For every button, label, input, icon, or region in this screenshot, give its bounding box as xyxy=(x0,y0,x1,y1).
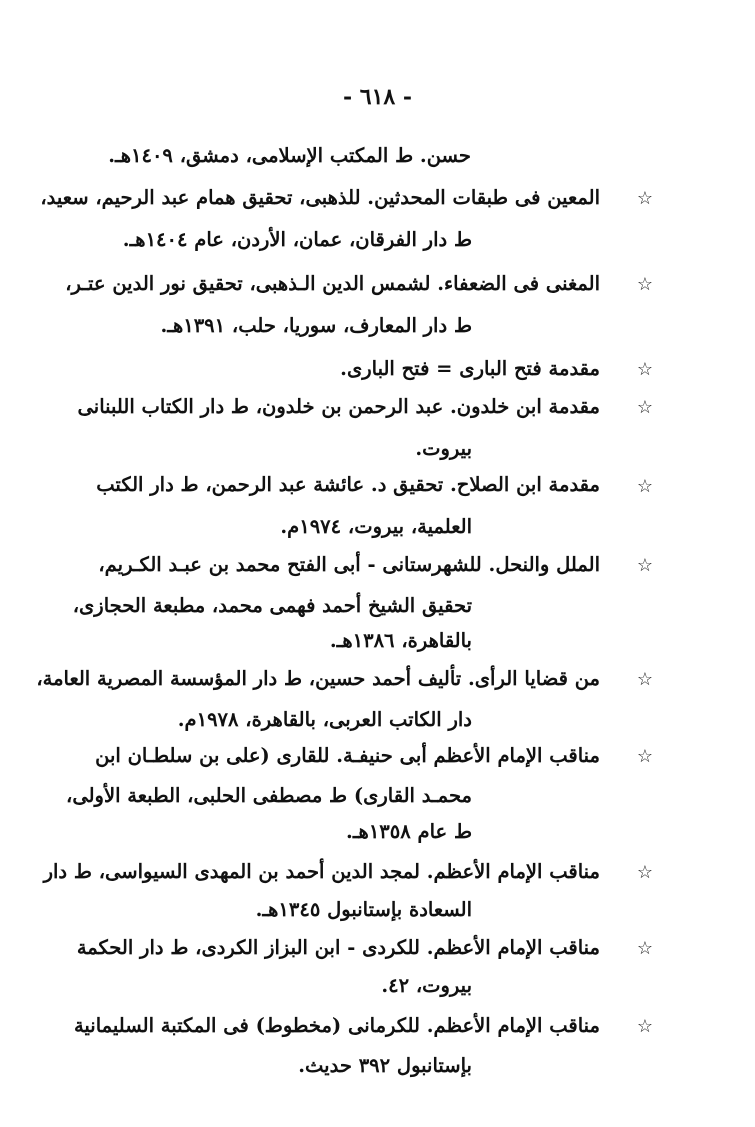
star-outline-icon: ☆ xyxy=(636,862,653,883)
star-outline-icon: ☆ xyxy=(636,476,653,497)
star-outline-icon: ☆ xyxy=(636,274,653,295)
entry-line: بيروت. xyxy=(415,437,472,460)
continuation-line: حسن. ط المكتب الإسلامى، دمشق، ١٤٠٩هـ. xyxy=(108,144,471,167)
entry-line: مناقب الإمام الأعظم. للكرمانى (مخطوط) فى المكتبة السليمانية xyxy=(73,1014,600,1037)
entry-line: محمـد القارى) ط مصطفى الحلبى، الطبعة الأولى، xyxy=(66,784,472,807)
entry-line: مقدمة ابن خلدون. عبد الرحمن بن خلدون، ط دار الكتاب اللبنانى xyxy=(77,395,600,418)
entry-line: الملل والنحل. للشهرستانى - أبى الفتح محمد بن عبـد الكـريم، xyxy=(98,553,600,576)
entry-line: بيروت، ٤٢. xyxy=(381,974,472,997)
entry-line: مناقب الإمام الأعظم. لمجد الدين أحمد بن المهدى السيواسى، ط دار xyxy=(43,860,600,883)
entry-line: مناقب الإمام الأعظم أبى حنيفـة. للقارى (على بن سلطـان ابن xyxy=(95,744,600,767)
page-number: - ٦١٨ - xyxy=(342,84,413,110)
star-outline-icon: ☆ xyxy=(636,1016,653,1037)
entry-line: دار الكاتب العربى، بالقاهرة، ١٩٧٨م. xyxy=(177,708,472,731)
entry-line: تحقيق الشيخ أحمد فهمى محمد، مطبعة الحجازى، xyxy=(72,594,472,617)
entry-line: بإستانبول ٣٩٢ حديث. xyxy=(298,1054,472,1077)
entry-line: مقدمة فتح البارى = فتح البارى. xyxy=(340,357,600,380)
entry-line: ط دار الفرقان، عمان، الأردن، عام ١٤٠٤هـ. xyxy=(122,228,472,251)
star-outline-icon: ☆ xyxy=(636,746,653,767)
entry-line: من قضايا الرأى. تأليف أحمد حسين، ط دار المؤسسة المصرية العامة، xyxy=(36,667,600,690)
star-outline-icon: ☆ xyxy=(636,397,653,418)
entry-line: مناقب الإمام الأعظم. للكردى - ابن البزاز الكردى، ط دار الحكمة xyxy=(76,936,600,959)
entry-line: بالقاهرة، ١٣٨٦هـ. xyxy=(329,629,472,652)
star-outline-icon: ☆ xyxy=(636,188,653,209)
entry-line: السعادة بإستانبول ١٣٤٥هـ. xyxy=(255,898,472,921)
star-outline-icon: ☆ xyxy=(636,359,653,380)
star-outline-icon: ☆ xyxy=(636,938,653,959)
entry-line: ط عام ١٣٥٨هـ. xyxy=(346,820,472,843)
star-outline-icon: ☆ xyxy=(636,555,653,576)
star-outline-icon: ☆ xyxy=(636,669,653,690)
entry-line: مقدمة ابن الصلاح. تحقيق د. عائشة عبد الرحمن، ط دار الكتب xyxy=(96,473,600,496)
entry-line: المغنى فى الضعفاء. لشمس الدين الـذهبى، تحقيق نور الدين عتـر، xyxy=(65,272,600,295)
entry-line: العلمية، بيروت، ١٩٧٤م. xyxy=(280,515,472,538)
entry-line: ط دار المعارف، سوريا، حلب، ١٣٩١هـ. xyxy=(160,314,472,337)
entry-line: المعين فى طبقات المحدثين. للذهبى، تحقيق همام عبد الرحيم، سعيد، xyxy=(40,186,600,209)
